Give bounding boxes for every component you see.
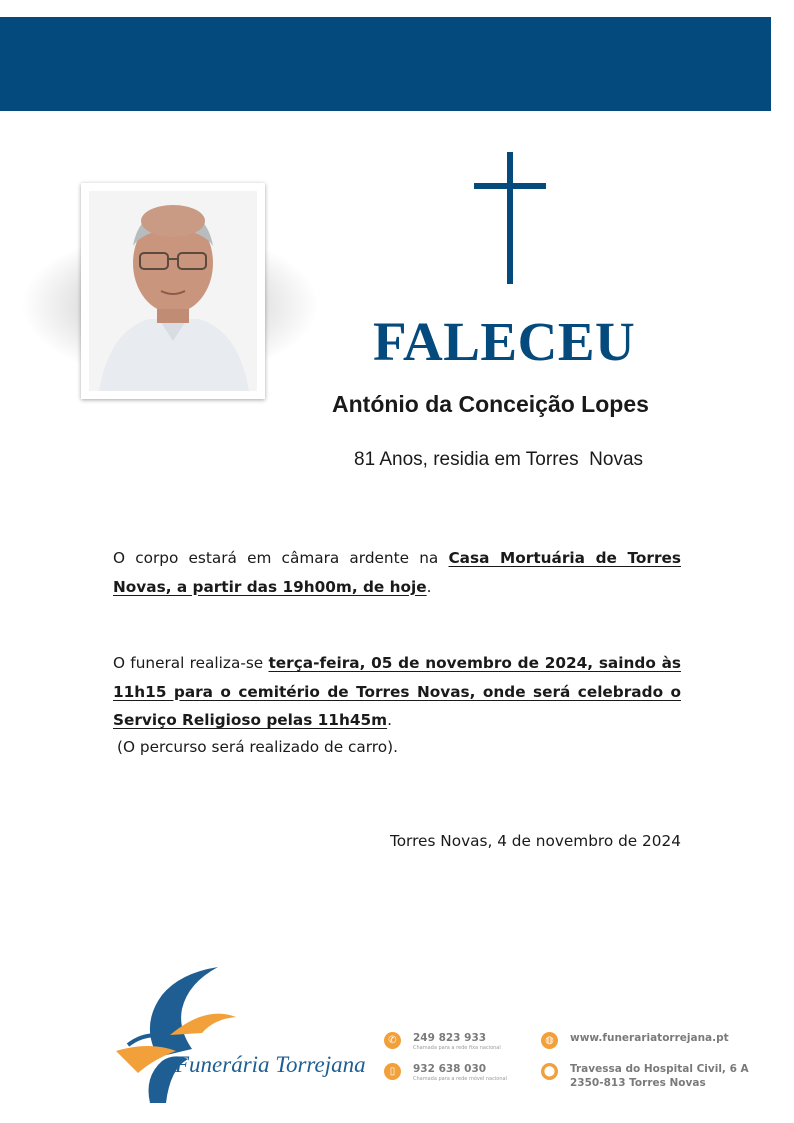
wake-text: O corpo estará em câmara ardente na (113, 549, 449, 567)
cross-icon (474, 152, 546, 284)
phone1-contact (384, 1031, 501, 1051)
address-line2: 2350-813 Torres Novas (570, 1077, 706, 1089)
phone2-number: 932 638 030 (413, 1063, 487, 1075)
funeral-paragraph (113, 649, 681, 735)
address-line1: Travessa do Hospital Civil, 6 A (570, 1063, 749, 1075)
funeraria-logo-icon (110, 965, 340, 1105)
notice-date: Torres Novas, 4 de novembro de 2024 (389, 832, 681, 850)
wake-paragraph (113, 544, 681, 601)
funeral-text: O funeral realiza-se (113, 654, 269, 672)
location-pin-icon: ⬤ (541, 1063, 558, 1080)
phone1-number: 249 823 933 (413, 1032, 487, 1044)
wake-location: Casa Mortuária de Torres Novas, a partir das 19h00m, de hoje (113, 549, 681, 596)
wake-end: . (426, 577, 432, 596)
notice-title: FALECEU (373, 311, 636, 372)
portrait-image (89, 191, 257, 391)
globe-icon: ◍ (541, 1032, 558, 1049)
deceased-details: 81 Anos, residia em Torres Novas (354, 449, 644, 470)
phone2-contact (384, 1062, 507, 1082)
funeral-end: . (387, 711, 392, 729)
phone-icon: ✆ (384, 1032, 401, 1049)
funeral-details: terça-feira, 05 de novembro de 2024, saindo às 11h15 para o cemitério de Torres Novas, onde será celebrado o Serviço Religioso pelas 11h45m (113, 654, 681, 729)
deceased-photo (81, 183, 265, 399)
phone2-note: Chamada para a rede móvel nacional (413, 1076, 507, 1082)
header-bar (0, 17, 771, 111)
website-url[interactable]: www.funerariatorrejana.pt (570, 1032, 729, 1044)
website-contact (541, 1031, 729, 1049)
phone1-note: Chamada para a rede fixa nacional (413, 1045, 501, 1051)
deceased-name: António da Conceição Lopes (332, 391, 649, 417)
address-contact (541, 1062, 749, 1090)
route-note: (O percurso será realizado de carro). (117, 738, 398, 756)
mobile-phone-icon: ▯ (384, 1063, 401, 1080)
brand-name: Funerária Torrejana (175, 1052, 366, 1077)
